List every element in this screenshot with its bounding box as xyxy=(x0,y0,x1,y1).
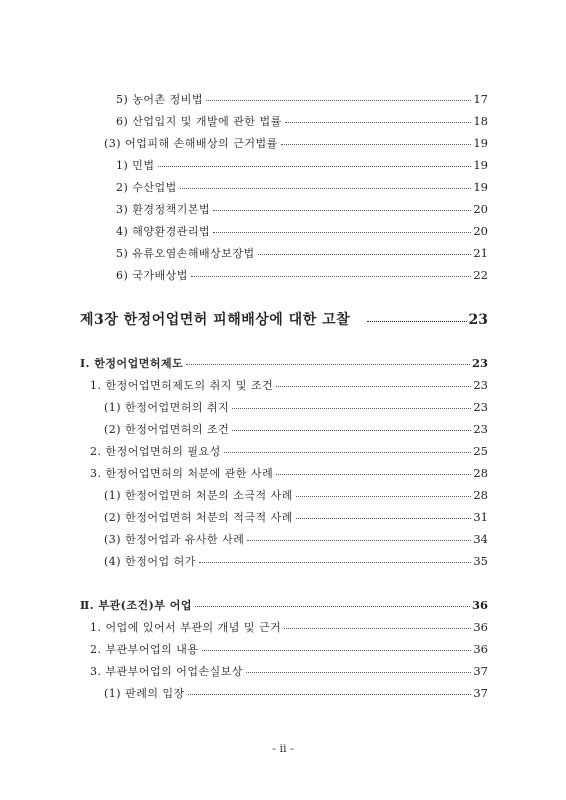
dot-leader xyxy=(281,143,472,145)
toc-entry-page: 23 xyxy=(473,422,488,436)
dot-leader xyxy=(276,473,471,475)
toc-entry-page: 20 xyxy=(473,224,488,238)
dot-leader xyxy=(202,649,472,651)
dot-leader xyxy=(186,363,470,365)
dot-leader xyxy=(367,320,466,322)
toc-entry[interactable] xyxy=(104,421,488,437)
dot-leader xyxy=(206,99,471,101)
toc-entry-page: 25 xyxy=(473,444,488,458)
toc-entry-label: (4) 한정어업 허가 xyxy=(104,555,196,568)
toc-entry-label: (1) 한정어업면허 처분의 소극적 사례 xyxy=(104,489,293,502)
toc-entry-page: 37 xyxy=(473,664,488,678)
toc-entry[interactable] xyxy=(90,663,488,679)
page-number-footer: - ii - xyxy=(272,742,294,755)
toc-section-label: Ⅱ. 부관(조건)부 어업 xyxy=(80,599,193,612)
toc-section-entry[interactable] xyxy=(80,597,488,613)
toc-entry-page: 31 xyxy=(473,510,488,524)
toc-entry[interactable] xyxy=(90,641,488,657)
toc-entry[interactable] xyxy=(104,553,488,569)
toc-entry-label: 5) 농어촌 정비법 xyxy=(116,93,204,106)
toc-section-entry[interactable] xyxy=(80,355,488,371)
dot-leader xyxy=(296,517,472,519)
toc-chapter-label: 제3장 한정어업면허 피해배상에 대한 고찰 xyxy=(80,312,351,328)
toc-entry[interactable] xyxy=(116,91,488,107)
toc-entry[interactable] xyxy=(90,443,488,459)
toc-entry-label: (3) 어업피해 손해배상의 근거법률 xyxy=(104,137,278,150)
toc-section-page: 36 xyxy=(471,598,488,612)
toc-entry[interactable] xyxy=(90,619,488,635)
toc-entry[interactable] xyxy=(116,179,488,195)
toc-entry-label: 3) 환경정책기본법 xyxy=(116,203,211,216)
dot-leader xyxy=(247,539,471,541)
toc-entry-page: 20 xyxy=(473,202,488,216)
dot-leader xyxy=(195,605,470,607)
toc-entry-page: 36 xyxy=(473,642,488,656)
toc-entry-label: (1) 한정어업면허의 취지 xyxy=(104,401,230,414)
dot-leader xyxy=(258,253,472,255)
toc-entry-label: 2. 부관부어업의 내용 xyxy=(90,643,199,656)
toc-entry-label: 6) 산업입지 및 개발에 관한 법률 xyxy=(116,115,282,128)
dot-leader xyxy=(284,627,471,629)
toc-entry-label: 3. 한정어업면허의 처분에 관한 사례 xyxy=(90,467,274,480)
toc-entry-label: 6) 국가배상법 xyxy=(116,269,188,282)
toc-entry[interactable] xyxy=(116,267,488,283)
toc-entry[interactable] xyxy=(104,531,488,547)
toc-entry-label: 2) 수산업법 xyxy=(116,181,177,194)
toc-entry-label: 5) 유류오염손해배상보장법 xyxy=(116,247,255,260)
dot-leader xyxy=(296,495,472,497)
toc-entry-page: 19 xyxy=(473,136,488,150)
toc-entry-page: 23 xyxy=(473,400,488,414)
dot-leader xyxy=(285,121,472,123)
toc-entry-page: 36 xyxy=(473,620,488,634)
dot-leader xyxy=(246,671,471,673)
toc-entry-page: 37 xyxy=(473,686,488,700)
dot-leader xyxy=(224,451,472,453)
toc-entry-page: 28 xyxy=(473,488,488,502)
toc-entry-label: 1) 민법 xyxy=(116,159,155,172)
toc-entry[interactable] xyxy=(90,465,488,481)
toc-entry-page: 23 xyxy=(473,378,488,392)
dot-leader xyxy=(199,561,472,563)
dot-leader xyxy=(213,231,471,233)
toc-entry-page: 19 xyxy=(473,180,488,194)
toc-entry-page: 34 xyxy=(473,532,488,546)
toc-chapter-page: 23 xyxy=(468,312,488,328)
toc-entry[interactable] xyxy=(116,245,488,261)
toc-entry[interactable] xyxy=(104,399,488,415)
dot-leader xyxy=(276,385,471,387)
toc-entry[interactable] xyxy=(104,685,488,701)
toc-entry-label: (1) 판례의 입장 xyxy=(104,687,185,700)
toc-entry-label: 2. 한정어업면허의 필요성 xyxy=(90,445,221,458)
dot-leader xyxy=(213,209,471,211)
dot-leader xyxy=(191,275,471,277)
toc-entry-label: 1. 어업에 있어서 부관의 개념 및 근거 xyxy=(90,621,282,634)
toc-entry-page: 21 xyxy=(473,246,488,260)
toc-entry[interactable] xyxy=(116,157,488,173)
dot-leader xyxy=(180,187,472,189)
dot-leader xyxy=(232,407,471,409)
toc-entry-label: (2) 한정어업면허의 조건 xyxy=(104,423,230,436)
dot-leader xyxy=(158,165,472,167)
toc-entry[interactable] xyxy=(116,113,488,129)
toc-section-page: 23 xyxy=(471,356,488,370)
toc-chapter-entry[interactable] xyxy=(80,310,488,330)
toc-entry-page: 28 xyxy=(473,466,488,480)
dot-leader xyxy=(232,429,471,431)
toc-entry-page: 22 xyxy=(473,268,488,282)
dot-leader xyxy=(188,693,472,695)
toc-entry[interactable] xyxy=(116,201,488,217)
toc-entry-page: 19 xyxy=(473,158,488,172)
toc-entry-page: 35 xyxy=(473,554,488,568)
toc-entry[interactable] xyxy=(104,509,488,525)
toc-entry[interactable] xyxy=(104,135,488,151)
toc-entry-label: (3) 한정어업과 유사한 사례 xyxy=(104,533,245,546)
toc-entry[interactable] xyxy=(104,487,488,503)
toc-entry-page: 18 xyxy=(473,114,488,128)
toc-entry-label: 3. 부관부어업의 어업손실보상 xyxy=(90,665,243,678)
toc-entry[interactable] xyxy=(116,223,488,239)
toc-entry-page: 17 xyxy=(473,92,488,106)
toc-section-label: Ⅰ. 한정어업면허제도 xyxy=(80,357,184,370)
toc-entry-label: 1. 한정어업면허제도의 취지 및 조건 xyxy=(90,379,274,392)
toc-entry-label: (2) 한정어업면허 처분의 적극적 사례 xyxy=(104,511,293,524)
toc-entry-label: 4) 해양환경관리법 xyxy=(116,225,211,238)
toc-entry[interactable] xyxy=(90,377,488,393)
